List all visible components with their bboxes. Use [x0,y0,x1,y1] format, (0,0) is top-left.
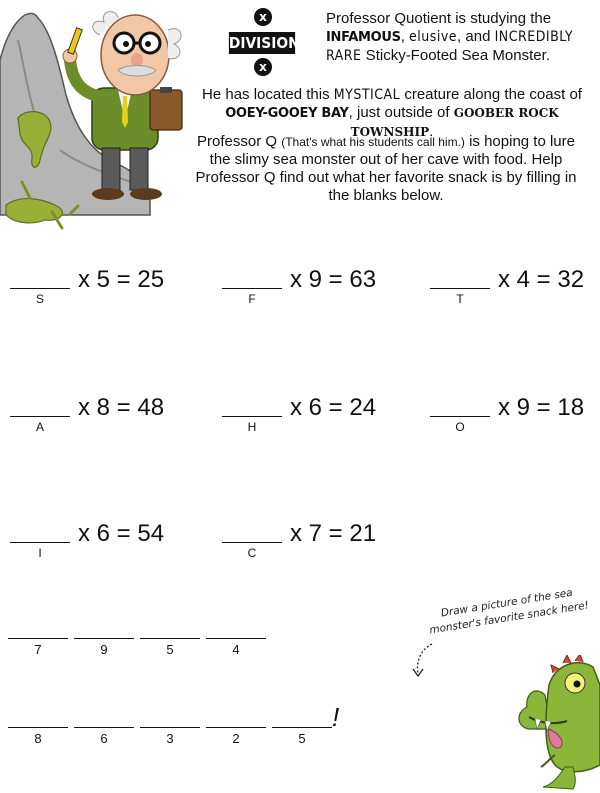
sea-monster-illustration [515,655,600,793]
division-badge: DIVISION [228,34,300,52]
multiply-circle-bottom: x [254,58,272,76]
curved-arrow-icon [410,640,440,680]
answer-blank[interactable] [222,542,282,543]
draw-instruction: Draw a picture of the sea monster's favorite snack here! [428,586,590,637]
answer-blank[interactable] [222,288,282,289]
answer-blank[interactable] [10,416,70,417]
answer-blank[interactable] [10,288,70,289]
intro-paragraph-2: He has located this MYSTICAL creature along the coast of OOEY-GOOEY BAY, just outside of GOOBER ROCK TOWNSHIP. [202,86,582,140]
answer-blank[interactable] [222,416,282,417]
multiply-circle-top: x [254,8,272,26]
intro-paragraph-1: Professor Quotient is studying the INFAMOUS, elusive, and INCREDIBLY RARE Sticky-Footed Sea Monster. [326,10,574,64]
intro-paragraph-3: Professor Q (That's what his students call him.) is hoping to lure the slimy sea monster out of her cave with food. Help Professor Q find out what her favorite snack is by filling in the blanks below. [195,133,577,204]
answer-blank[interactable] [430,416,490,417]
exclamation-mark: ! [332,702,340,732]
answer-blank[interactable] [430,288,490,289]
answer-blank[interactable] [10,542,70,543]
professor-illustration [0,0,190,240]
